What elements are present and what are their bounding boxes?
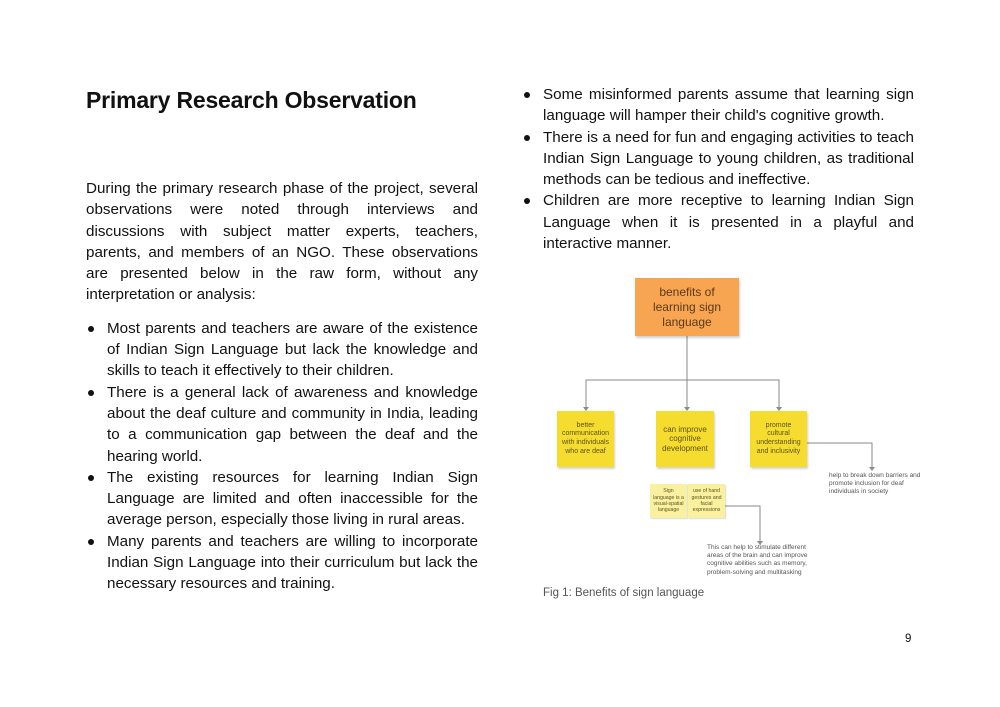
right-bullet-list [522, 84, 914, 254]
list-item-text: There is a need for fun and engaging activities to teach Indian Sign Language to young children, as traditional methods can be tedious and ineffective. [543, 128, 914, 189]
right-column [522, 84, 914, 254]
list-item-text: Children are more receptive to learning Indian Sign Language when it is presented in a playful and interactive manner. [543, 192, 914, 253]
diagram-annotation: This can help to stimulate different areas of the brain and can improve cognitive abilities such as memory, problem-solving and multitasking [707, 544, 808, 576]
branch-sticky-note: can improve cognitive development [656, 411, 714, 467]
intro-paragraph: During the primary research phase of the project, several observations were noted through interviews and discussions with subject matter experts, teachers, parents, and members of an NGO. These observations are presented below in the raw form, without any interpretation or analysis: [86, 180, 478, 304]
bullet-icon [524, 135, 530, 141]
root-sticky-note: benefits of learning sign language [635, 278, 739, 336]
page-number: 9 [905, 633, 912, 645]
list-item [86, 382, 478, 467]
list-item [522, 84, 914, 127]
list-item [522, 127, 914, 191]
branch-sticky-note: better communication with individuals who are deaf [557, 411, 614, 467]
list-item [522, 190, 914, 254]
figure-caption: Fig 1: Benefits of sign language [543, 587, 705, 599]
benefits-diagram [552, 276, 922, 586]
bullet-icon [88, 326, 94, 332]
sub-sticky-note: use of hand gestures and facial expressions [688, 484, 725, 518]
list-item-text: The existing resources for learning Indian Sign Language are limited and often inaccessible for the average person, especially those living in rural areas. [107, 468, 478, 529]
left-bullet-list [86, 318, 478, 595]
bullet-icon [88, 475, 94, 481]
connector-branch-bar [586, 380, 779, 407]
list-item-text: There is a general lack of awareness and knowledge about the deaf culture and community in India, leading to a communication gap between the deaf and the hearing world. [107, 383, 478, 465]
sub-sticky-note: Sign language is a visual-spatial language [650, 484, 687, 518]
bullet-icon [88, 539, 94, 545]
page-title: Primary Research Observation [86, 87, 417, 113]
bullet-icon [524, 92, 530, 98]
list-item-text: Most parents and teachers are aware of the existence of Indian Sign Language but lack the knowledge and skills to teach it effectively to their children. [107, 319, 478, 380]
list-item [86, 467, 478, 531]
list-item-text: Some misinformed parents assume that learning sign language will hamper their child's cognitive growth. [543, 86, 914, 125]
connector-promote-to-annotation [807, 443, 872, 467]
bullet-icon [524, 198, 530, 204]
left-column [86, 84, 478, 595]
branch-sticky-note: promote cultural understanding and inclusivity [750, 411, 807, 467]
list-item [86, 531, 478, 595]
diagram-annotation: help to break down barriers and promote inclusion for deaf individuals in society [829, 472, 921, 496]
list-item-text: Many parents and teachers are willing to incorporate Indian Sign Language into their curriculum but lack the necessary resources and training. [107, 532, 478, 593]
list-item [86, 318, 478, 382]
bullet-icon [88, 390, 94, 396]
arrowhead [869, 467, 875, 471]
